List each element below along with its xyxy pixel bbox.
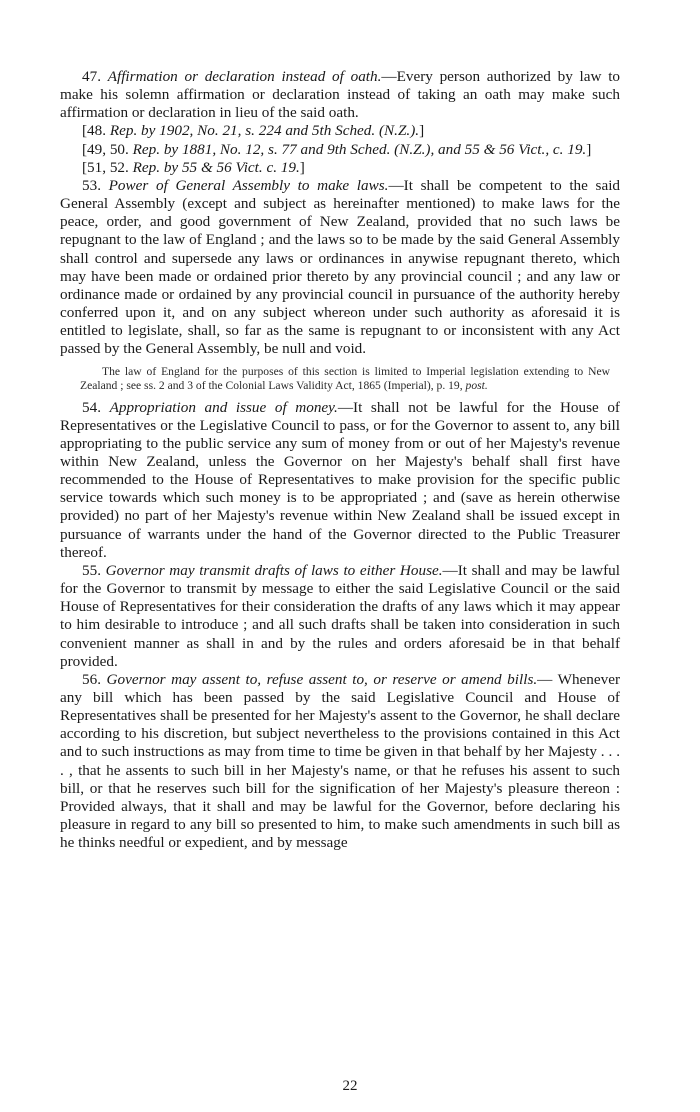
repeal-note: Rep. by 1902, No. 21, s. 224 and 5th Sched. (N.Z.).: [109, 122, 420, 140]
section-number: 55.: [82, 561, 101, 579]
bracket-close: ]: [419, 122, 425, 140]
section-number: 53.: [82, 176, 101, 194]
section-heading: Affirmation or declaration instead of oath.: [107, 68, 382, 85]
section-heading: Power of General Assembly to make laws.: [108, 176, 389, 194]
section-53: [60, 177, 620, 359]
section-number: 54.: [82, 398, 101, 416]
repeal-note: Rep. by 1881, No. 12, s. 77 and 9th Sched. (N.Z.), and 55 & 56 Vict., c. 19.: [132, 140, 587, 158]
bracket-open: [48.: [82, 122, 110, 140]
bracket-open: [51, 52.: [82, 158, 133, 176]
section-heading: Governor may assent to, refuse assent to, or reserve or amend bills.: [106, 670, 538, 688]
page-number: 22: [342, 1078, 358, 1094]
bracket-close: ]: [299, 158, 305, 176]
section-number: 56.: [82, 670, 101, 688]
section-53-note: [60, 365, 620, 393]
section-body: —It shall not be lawful for the House of Representatives or the Legislative Council to pass, or for the Governor to assent to, any bill appropriating to the public service any sum of money from or out of her Majesty's revenue within New Zealand, unless the Governor on her Majesty's behalf shall first have recommended to the House of Representatives to make provision for the specific public service towards which such money is to be appropriated ; and (save as herein otherwise provided) no part of her Majesty's revenue within New Zealand shall be issued except in pursuance of warrants under the hand of the Governor directed to the Public Treasurer thereof.: [60, 398, 620, 561]
section-47: [60, 68, 620, 122]
bracket-close: ]: [586, 140, 592, 158]
section-number: 47.: [82, 68, 101, 85]
section-55: [60, 562, 620, 671]
section-heading: Appropriation and issue of money.: [109, 398, 338, 416]
note-post: post.: [465, 378, 488, 392]
note-text: The law of England for the purposes of this section is limited to Imperial legislation extending to New Zealand ; see ss. 2 and 3 of the Colonial Laws Validity Act, 1865 (Imperial), p. 19,: [80, 364, 610, 392]
section-51-52-repealed: [60, 159, 620, 177]
section-56: [60, 671, 620, 853]
section-48-repealed: [60, 122, 620, 140]
statute-text: [60, 68, 620, 852]
section-54: [60, 399, 620, 562]
repeal-note: Rep. by 55 & 56 Vict. c. 19.: [132, 158, 300, 176]
section-49-50-repealed: [60, 141, 620, 159]
bracket-open: [49, 50.: [82, 140, 133, 158]
section-body: —It shall and may be lawful for the Governor to transmit by message to either the said Legislative Council or the said House of Representatives for their consideration the drafts of any laws which it may appear to him desirable to introduce ; and all such drafts shall be taken into consideration in such convenient manner as shall in and by the rules and orders aforesaid be in that behalf provided.: [60, 561, 620, 670]
section-body: —Every person authorized by law to make his solemn affirmation or declaration instead of taking an oath may make such affirmation or declaration in lieu of the said oath.: [60, 68, 621, 122]
section-body: — Whenever any bill which has been passed by the said Legislative Council and House of Representatives shall be presented for her Majesty's assent to the Governor, he shall declare according to his discretion, but subject nevertheless to the provisions contained in this Act and to such instructions as may from time to time be given in that behalf by her Majesty . . . . , that he assents to such bill in her Majesty's name, or that he refuses his assent to such bill, or that he reserves such bill for the signification of her Majesty's pleasure thereon : Provided always, that it shall and may be lawful for the Governor, before declaring his pleasure in regard to any bill so presented to him, to make such amendments in such bill as he thinks needful or expedient, and by message: [60, 670, 621, 852]
section-body: —It shall be competent to the said General Assembly (except and subject as hereinafter mentioned) to make laws for the peace, order, and good government of New Zealand, provided that no such laws be repugnant to the law of England ; and the laws so to be made by the said General Assembly shall control and supersede any laws or ordinances in anywise repugnant thereto, which may have been made or ordained prior thereto by any provincial council ; and any law or ordinance made or ordained by any provincial council in pursuance of the authority hereby conferred upon it, and on any subject whereon under such authority as aforesaid it is entitled to legislate, shall, so far as the same is repugnant to or inconsistent with any Act passed by the General Assembly, be null and void.: [60, 176, 621, 358]
section-heading: Governor may transmit drafts of laws to either House.: [105, 561, 443, 579]
